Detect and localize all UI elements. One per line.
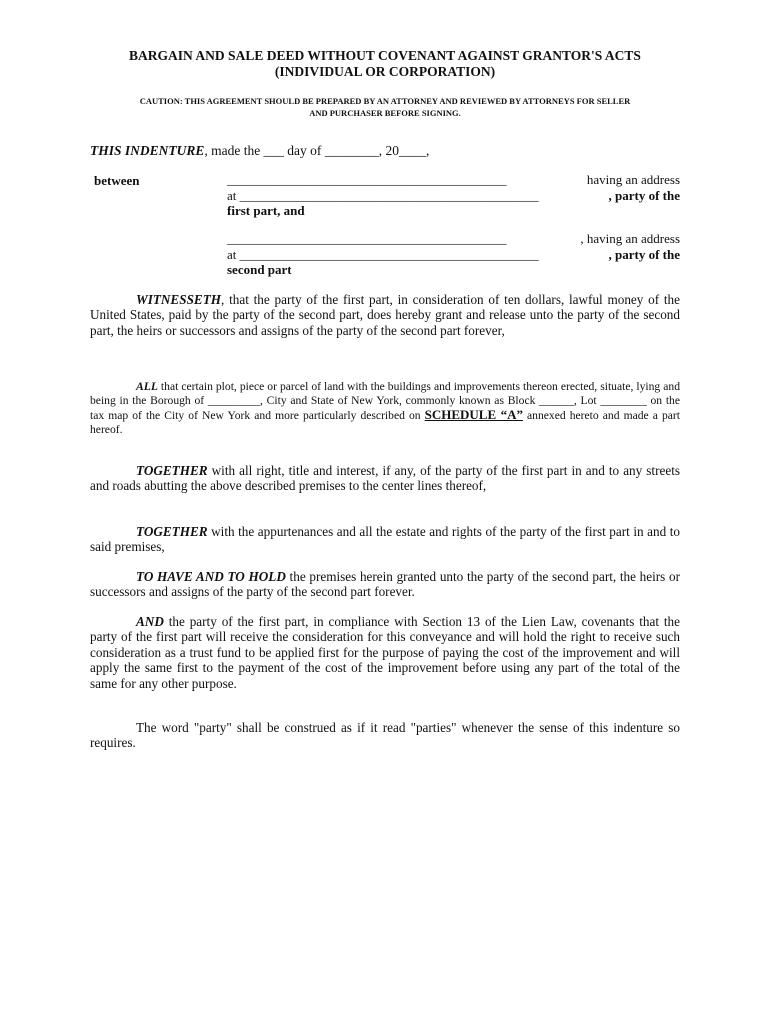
together-streets-text: with all right, title and interest, if any, of the party of the first part in and to any streets and roads abutting the above described premises to the center lines thereof, xyxy=(90,463,680,494)
lien-law-lead: AND xyxy=(136,614,164,629)
party-first-address-label: having an address xyxy=(586,172,680,187)
party-second-line-2 xyxy=(227,247,680,263)
together-appurtenances-text: with the appurtenances and all the estate and rights of the party of the first part in and to said premises, xyxy=(90,524,680,555)
party-first-role: , party of the xyxy=(608,187,680,203)
party-second-line-1 xyxy=(227,231,680,247)
party-first-role-end: first part, and xyxy=(227,203,305,218)
lien-law-text: the party of the first part, in compliance with Section 13 of the Lien Law, covenants that the party of the first part will receive the consideration for this conveyance and will hold the right to receive such consideration as a trust fund to be applied first for the purpose of paying the cost of the improvement and will apply the same first to the payment of the cost of the improvement before using any part of the total of the same for any other purpose. xyxy=(90,614,680,691)
party-second-address-blank: at ______________________________________________ xyxy=(227,246,539,262)
together-streets-paragraph xyxy=(90,463,680,494)
party-first-line-2 xyxy=(227,188,680,204)
caution-line-2: AND PURCHASER BEFORE SIGNING. xyxy=(309,108,461,118)
all-lead: ALL xyxy=(136,380,158,393)
between-label: between xyxy=(94,173,140,188)
indenture-intro xyxy=(90,142,429,159)
party-second-name-blank: ___________________________________________ xyxy=(227,231,507,246)
party-first-name-blank: ___________________________________________ xyxy=(227,172,507,187)
all-text-end: annexed hereto and made a part hereof. xyxy=(90,409,680,436)
together-appurtenances-lead: TOGETHER xyxy=(136,524,208,539)
party-second-block xyxy=(227,231,680,278)
witnesseth-paragraph xyxy=(90,292,680,338)
document-title-line-1: BARGAIN AND SALE DEED WITHOUT COVENANT AGAINST GRANTOR'S ACTS xyxy=(129,48,641,63)
caution-line-1: CAUTION: THIS AGREEMENT SHOULD BE PREPARED BY AN ATTORNEY AND REVIEWED BY ATTORNEYS FOR SELLER xyxy=(139,96,631,106)
party-first-line-1 xyxy=(227,172,680,188)
party-second-role-end: second part xyxy=(227,262,292,277)
schedule-a-reference: SCHEDULE “A” xyxy=(424,407,523,422)
party-first-address-blank: at ______________________________________________ xyxy=(227,187,539,203)
all-text: that certain plot, piece or parcel of land with the buildings and improvements thereon erected, situate, lying and being in the Borough of _________, City and State of New York, commonly known as Block ______, Lot ________ on the tax map of the City of New York and more particularly described on xyxy=(90,380,680,422)
party-construction-paragraph: The word "party" shall be construed as if it read "parties" whenever the sense of this indenture so requires. xyxy=(90,720,680,751)
to-have-lead: TO HAVE AND TO HOLD xyxy=(136,569,286,584)
to-have-and-to-hold-paragraph xyxy=(90,569,680,600)
party-first-block xyxy=(227,172,680,219)
to-have-text: the premises herein granted unto the party of the second part, the heirs or successors and assigns of the party of the second part forever. xyxy=(90,569,680,600)
indenture-date-line: , made the ___ day of ________, 20____, xyxy=(204,143,430,158)
party-second-role: , party of the xyxy=(608,246,680,262)
witnesseth-lead: WITNESSETH xyxy=(136,292,222,307)
indenture-lead: THIS INDENTURE xyxy=(90,143,205,158)
witnesseth-text: , that the party of the first part, in consideration of ten dollars, lawful money of the United States, paid by the party of the second part, does hereby grant and release unto the party of the second part, the heirs or successors and assigns of the party of the second part forever, xyxy=(90,292,680,338)
lien-law-paragraph xyxy=(90,614,680,691)
party-second-address-label: , having an address xyxy=(580,231,680,246)
all-paragraph xyxy=(90,380,680,437)
together-appurtenances-paragraph xyxy=(90,524,680,555)
document-title-line-2: (INDIVIDUAL OR CORPORATION) xyxy=(274,64,496,79)
together-streets-lead: TOGETHER xyxy=(136,463,208,478)
